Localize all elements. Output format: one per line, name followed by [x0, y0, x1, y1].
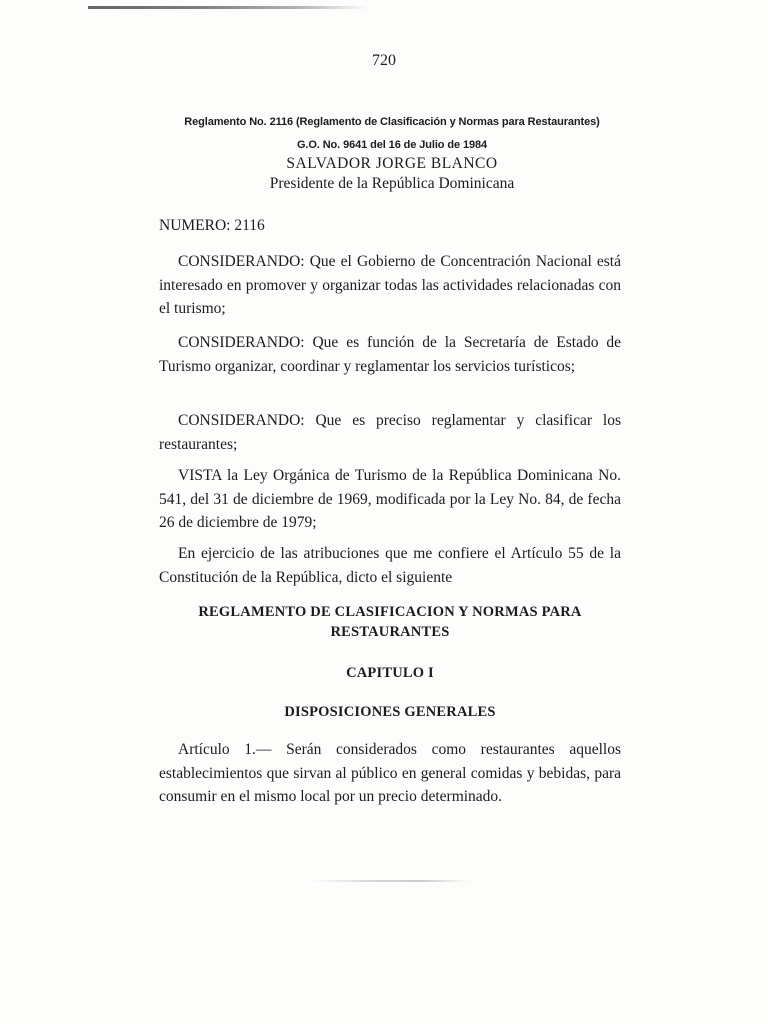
decree-number: NUMERO: 2116: [159, 217, 265, 234]
regulation-title: Reglamento No. 2116 (Reglamento de Clasificación y Normas para Restaurantes): [184, 116, 600, 128]
signatory-title: Presidente de la República Dominicana: [269, 175, 515, 192]
scan-artifact-bottom: [310, 880, 470, 882]
regulation-heading-line-1: REGLAMENTO DE CLASIFICACION Y NORMAS PARA: [198, 604, 582, 620]
scan-artifact-top: [88, 6, 368, 9]
vista-paragraph: VISTA la Ley Orgánica de Turismo de la República Dominicana No. 541, del 31 de diciembre de 1969, modificada por la Ley No. 84, de fecha 26 de diciembre de 1979;: [159, 467, 621, 531]
ejercicio-paragraph: En ejercicio de las atribuciones que me confiere el Artículo 55 de la Constitución de la República, dicto el siguiente: [159, 545, 621, 586]
gaceta-reference: G.O. No. 9641 del 16 de Julio de 1984: [296, 139, 488, 151]
considerando-paragraph: CONSIDERANDO: Que el Gobierno de Concentración Nacional está interesado en promover y organizar todas las actividades relacionadas con el turismo;: [159, 253, 621, 317]
signatory-name: SALVADOR JORGE BLANCO: [286, 155, 498, 172]
regulation-heading: [159, 602, 621, 642]
considerando-paragraph: CONSIDERANDO: Que es función de la Secretaría de Estado de Turismo organizar, coordinar y reglamentar los servicios turísticos;: [159, 334, 621, 375]
regulation-heading-line-2: RESTAURANTES: [330, 624, 450, 640]
article-1-paragraph: Artículo 1.— Serán considerados como restaurantes aquellos establecimientos que sirvan al público en general comidas y bebidas, para consumir en el mismo local por un precio determinado.: [159, 741, 621, 805]
chapter-heading: CAPITULO I: [346, 665, 434, 681]
page-number: 720: [372, 52, 396, 69]
section-heading: DISPOSICIONES GENERALES: [284, 704, 496, 720]
considerando-paragraph: CONSIDERANDO: Que es preciso reglamentar y clasificar los restaurantes;: [159, 412, 621, 453]
